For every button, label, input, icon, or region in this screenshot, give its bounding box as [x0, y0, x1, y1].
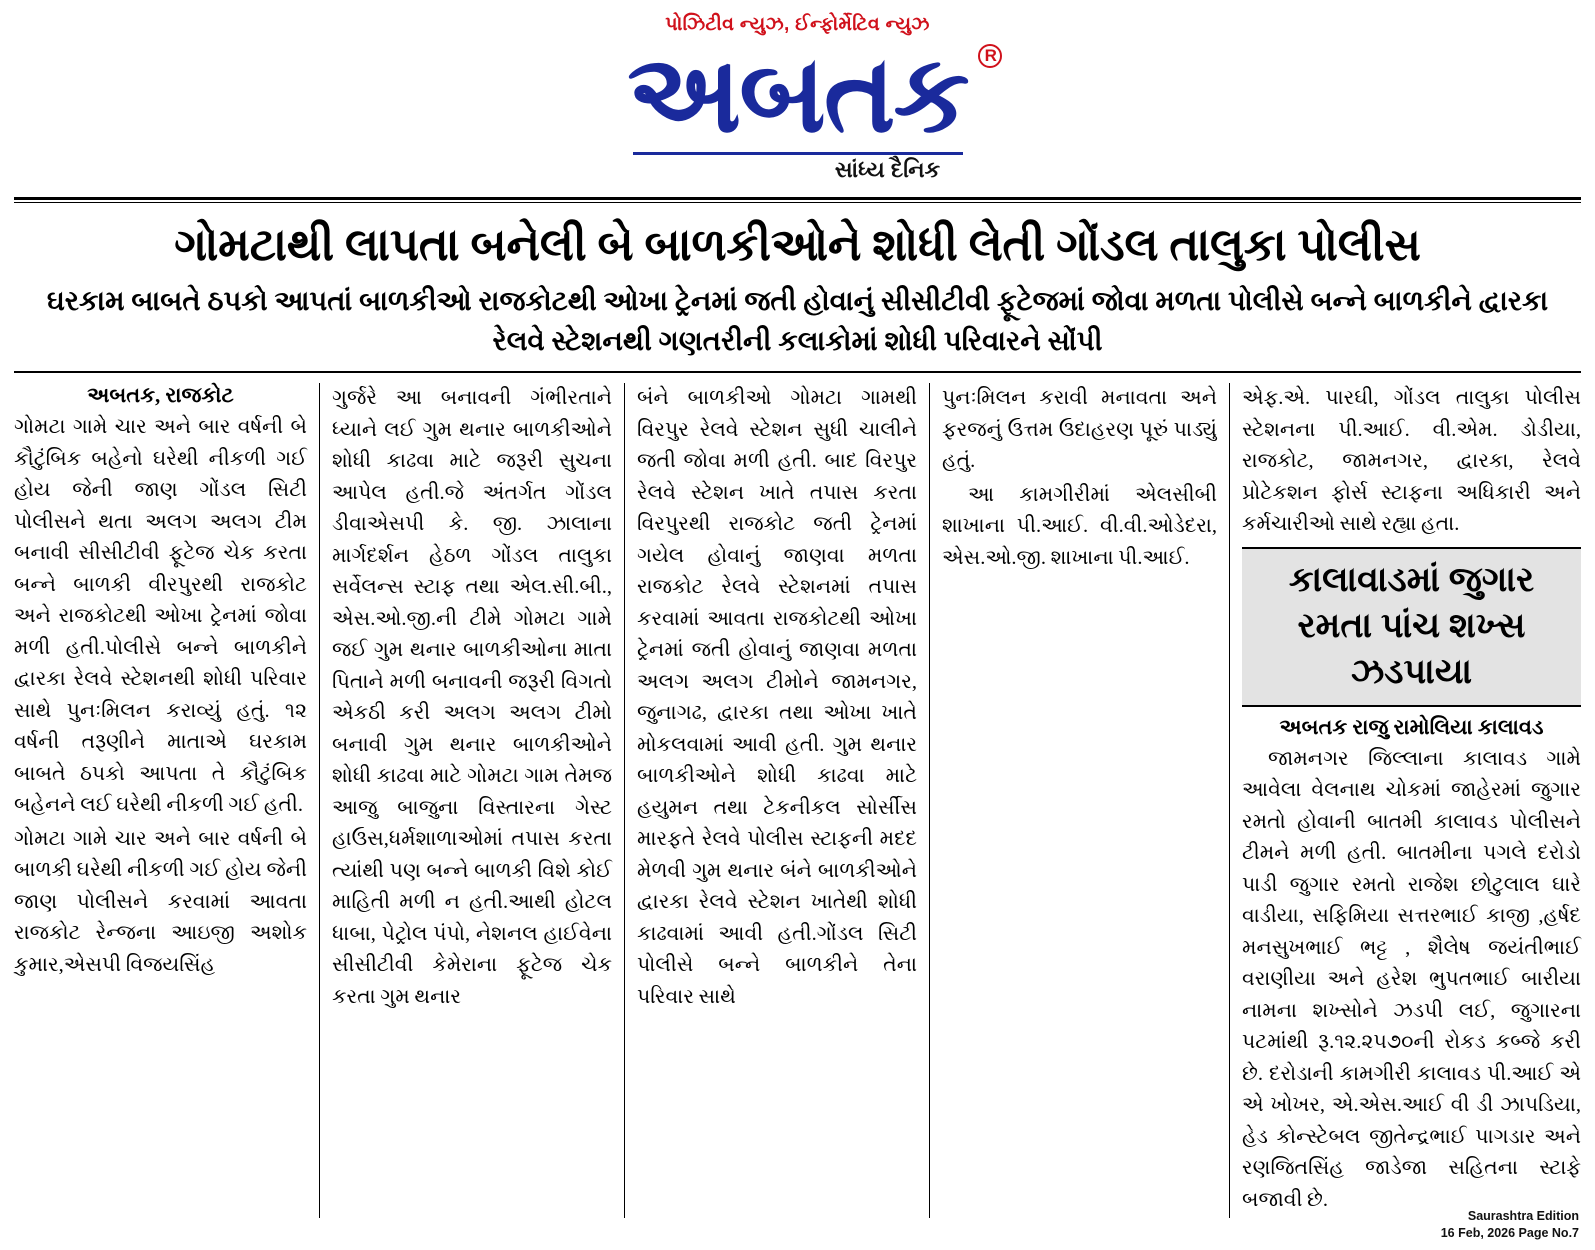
masthead-subtitle: સાંધ્ય દૈનિક	[834, 157, 941, 182]
lead-headline: ગોમટાથી લાપતા બનેલી બે બાળકીઓને શોધી લેતી ગોંડલ તાલુકા પોલીસ	[174, 220, 1421, 270]
registered-trademark-icon: R	[978, 44, 1002, 68]
second-story-byline: અબતક રાજુ રામોલિયા કાલાવડ	[1279, 714, 1544, 739]
paragraph: ગોમટા ગામે ચાર અને બાર વર્ષની બે કૌટુંબિક બહેનો ઘરેથી નીકળી ગઈ હોય જેની જાણ ગોંડલ સિટી પોલીસને થતા અલગ અલગ ટીમ બનાવી સીસીટીવી ફૂટેજ ચેક કરતા બન્ને બાળકી વીરપુરથી રાજકોટ અને રાજકોટથી ઓખા ટ્રેનમાં જોવા મળી હતી.પોલીસે બન્ને બાળકીને દ્વારકા રેલવે સ્ટેશનથી શોધી પરિવાર સાથે પુનઃમિલન કરાવ્યું હતું. ૧૨ વર્ષની તરૂણીને માતાએ ઘરકામ બાબતે ઠપકો આપતા તે કૌટુંબિક બહેનને લઈ ઘરેથી નીકળી ગઈ હતી.	[14, 416, 307, 816]
paragraph: ગોમટા ગામે ચાર અને બાર વર્ષની બે બાળકી ઘરેથી નીકળી ગઈ હોય જેની જાણ પોલીસને કરવામાં આવતા રાજકોટ રેન્જના આઇજી અશોક કુમાર,એસપી વિજયસિંહ	[14, 827, 307, 976]
page-footer	[1441, 1208, 1579, 1242]
column-3	[624, 383, 929, 1218]
column-5	[1229, 383, 1581, 1218]
paragraph: એફ.એ. પારઘી, ગોંડલ તાલુકા પોલીસ સ્ટેશનના પી.આઈ. વી.એમ. ડોડીયા, રાજકોટ, જામનગર, દ્વારકા, રેલવે પ્રોટેકશન ફોર્સ સ્ટાફના અધિકારી અને કર્મચારીઓ સાથે રહ્યા હતા.	[1242, 387, 1581, 535]
masthead-title-text: અબતક	[627, 33, 968, 154]
article-columns	[14, 383, 1581, 1218]
paragraph: આ કામગીરીમાં એલસીબી શાખાના પી.આઈ. વી.વી.ઓડેદરા, એસ.ઓ.જી. શાખાના પી.આઈ.	[942, 483, 1217, 569]
paragraph: ગુર્જરે આ બનાવની ગંભીરતાને ધ્યાને લઈ ગુમ થનાર બાળકીઓને શોધી કાઢવા માટે જરૂરી સુચના આપેલ હતી.જે અંતર્ગત ગોંડલ ડીવાએસપી કે. જી. ઝાલાના માર્ગદર્શન હેઠળ ગોંડલ તાલુકા સર્વેલન્સ સ્ટાફ તથા એલ.સી.બી., એસ.ઓ.જી.ની ટીમે ગોમટા ગામે જઈ ગુમ થનાર બાળકીઓના માતા પિતાને મળી બનાવની જરૂરી વિગતો એકઠી કરી અલગ અલગ ટીમો બનાવી ગુમ થનાર બાળકીઓને શોધી કાઢવા માટે ગોમટા ગામ તેમજ આજુ બાજુના વિસ્તારના ગેસ્ટ હાઉસ,ધર્મશાળાઓમાં તપાસ કરતા ત્યાંથી પણ બન્ને બાળકી વિશે કોઈ માહિતી મળી ન હતી.આથી હોટલ ધાબા, પેટ્રોલ પંપો, નેશનલ હાઈવેના સીસીટીવી કેમેરાના ફૂટેજ ચેક કરતા ગુમ થનાર	[332, 387, 612, 1008]
lead-subhead: ઘરકામ બાબતે ઠપકો આપતાં બાળકીઓ રાજકોટથી ઓખા ટ્રેનમાં જતી હોવાનું સીસીટીવી ફૂટેજમાં જોવા મળતા પોલીસે બન્ને બાળકીને દ્વારકા રેલવે સ્ટેશનથી ગણતરીની કલાકોમાં શોધી પરિવારને સોંપી	[46, 285, 1549, 356]
dateline: અબતક, રાજકોટ	[87, 383, 234, 407]
column-2	[319, 383, 624, 1218]
masthead-title	[627, 33, 995, 154]
column-4	[929, 383, 1229, 1218]
paragraph: જામનગર જિલ્લાના કાલાવડ ગામે આવેલા વેલનાથ ચોકમાં જાહેરમાં જુગાર રમતો હોવાની બાતમી કાલાવડ પોલીસને ટીમને મળી હતી. બાતમીના પગલે દરોડો પાડી જુગાર રમતો રાજેશ છોટુલાલ ઘારે વાડીયા, સફિમિયા સત્તરભાઈ કાજી ,હર્ષદ મનસુખભાઈ ભટ્ટ , શૈલેષ જયંતીભાઈ વરાણીયા અને હરેશ ભુપતભાઈ બારીયા નામના શખ્સોને ઝડપી લઈ, જુગારના પટમાંથી રૂ.૧૨.૨૫૭૦ની રોકડ કબ્જે કરી છે. દરોડાની કામગીરી કાલાવડ પી.આઈ એ એ ખોખર, એ.એસ.આઈ વી ડી ઝાપડિયા, હેડ કોન્સ્ટેબલ જીતેન્દ્રભાઈ પાગડાર અને રણજિતસિંહ જાડેજા સહિતના સ્ટાફે બજાવી છે.	[1242, 747, 1581, 1211]
paragraph: પુનઃમિલન કરાવી મનાવતા અને ફરજનું ઉત્તમ ઉદાહરણ પૂરું પાડ્યું હતું.	[942, 387, 1217, 472]
column-1	[14, 383, 319, 1218]
masthead-tagline: પોઝિટીવ ન્યુઝ, ઈન્ફોર્મેટિવ ન્યુઝ	[665, 14, 930, 35]
masthead	[14, 0, 1581, 183]
second-story	[1242, 547, 1581, 1217]
second-story-headline: કાલાવાડમાં જુગાર રમતા પાંચ શખ્સ ઝડપાયા	[1288, 559, 1535, 691]
footer-date-page: 16 Feb, 2026 Page No.7	[1440, 1226, 1579, 1240]
paragraph: બંને બાળકીઓ ગોમટા ગામથી વિરપુર રેલવે સ્ટેશન સુધી ચાલીને જતી જોવા મળી હતી. બાદ વિરપુર રેલવે સ્ટેશન ખાતે તપાસ કરતા વિરપુરથી રાજકોટ જતી ટ્રેનમાં ગયેલ હોવાનું જાણવા મળતા રાજકોટ રેલવે સ્ટેશનમાં તપાસ કરવામાં આવતા રાજકોટથી ઓખા ટ્રેનમાં જતી હોવાનું જાણવા મળતા અલગ અલગ ટીમોને જામનગર, જુનાગઢ, દ્વારકા તથા ઓખા ખાતે મોકલવામાં આવી હતી. ગુમ થનાર બાળકીઓને શોધી કાઢવા માટે હયુમન તથા ટેકનીકલ સોર્સીસ મારફતે રેલવે પોલીસ સ્ટાફની મદદ મેળવી ગુમ થનાર બંને બાળકીઓને દ્વારકા રેલવે સ્ટેશન ખાતેથી શોધી કાઢવામાં આવી હતી.ગોંડલ સિટી પોલીસે બન્ને બાળકીને તેના પરિવાર સાથે	[637, 387, 917, 1008]
masthead-divider-thick	[14, 197, 1581, 200]
second-story-headline-box	[1242, 547, 1581, 707]
headline-divider	[14, 371, 1581, 373]
footer-edition: Saurashtra Edition	[1467, 1209, 1579, 1223]
